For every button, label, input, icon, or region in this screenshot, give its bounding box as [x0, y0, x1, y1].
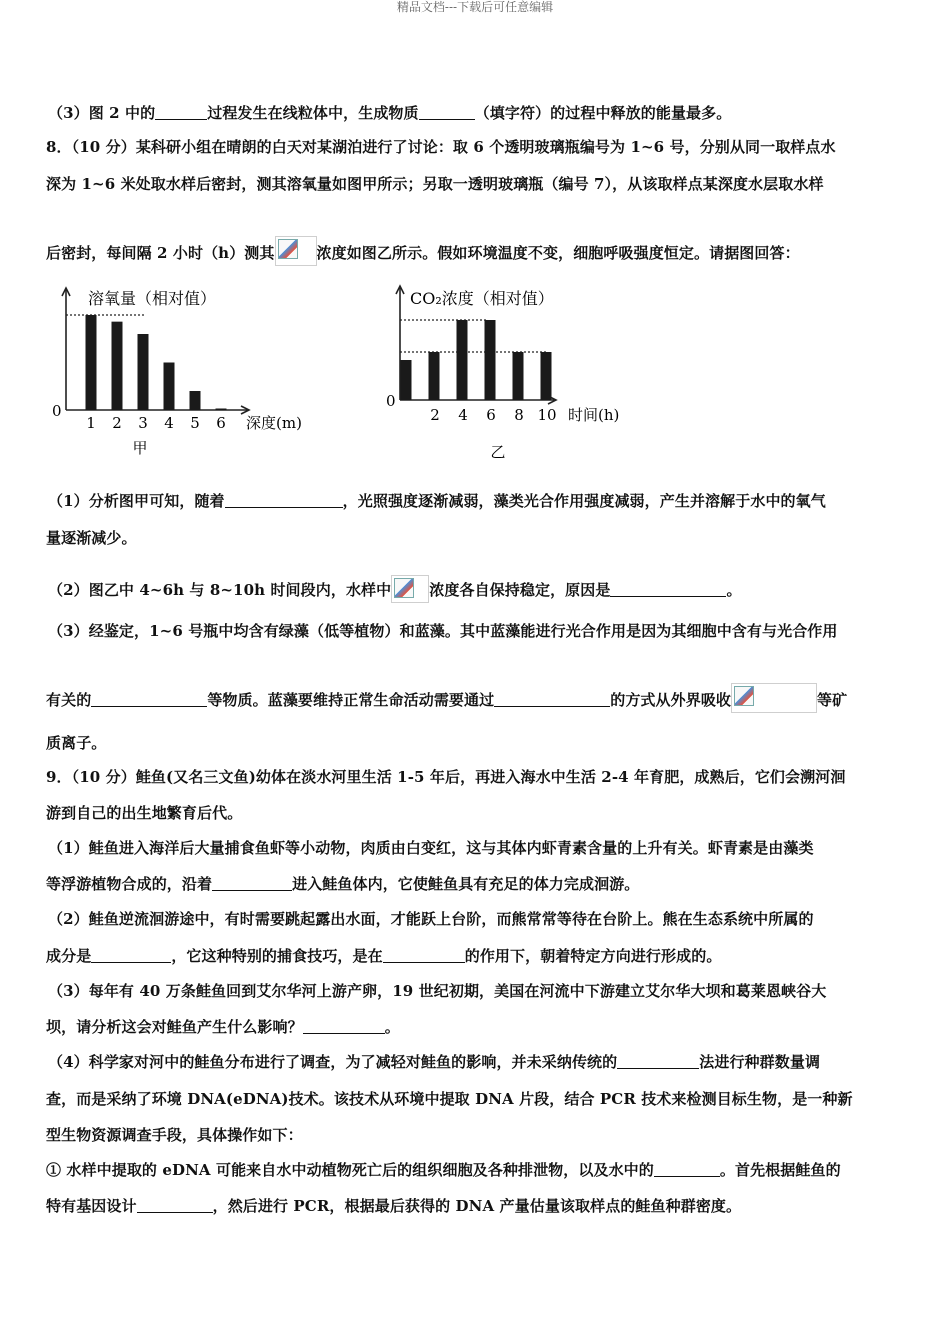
bar	[401, 360, 412, 400]
answer-blank[interactable]	[617, 1054, 699, 1069]
answer-blank[interactable]	[610, 582, 726, 597]
q9-part5-line1	[46, 1160, 841, 1180]
text-run: （2）图乙中 4~6h 与 8~10h 时间段内，水样中	[48, 581, 392, 599]
bar	[541, 352, 552, 400]
text-run: 成分是	[46, 947, 92, 965]
text-run: 浓度各自保持稳定，原因是	[429, 581, 611, 599]
answer-blank[interactable]	[383, 948, 465, 963]
text-run: 。	[384, 1018, 400, 1036]
x-tick-label: 6	[216, 414, 226, 432]
q8-part3-line1: （3）经鉴定，1~6 号瓶中均含有绿藻（低等植物）和蓝藻。其中蓝藻能进行光合作用是因为其细胞中含有与光合作用	[48, 622, 838, 640]
q8-part2	[48, 575, 742, 603]
text-run: 。	[726, 581, 742, 599]
text-run: 特有基因设计	[46, 1197, 137, 1215]
x-tick-label: 6	[486, 406, 496, 424]
q9-part4-line1	[48, 1052, 820, 1072]
answer-blank[interactable]	[91, 692, 207, 707]
text-run: （填字符）的过程中释放的能量最多。	[474, 104, 732, 122]
q8-intro-line3	[46, 236, 800, 266]
text-run: ，光照强度逐渐减弱，藻类光合作用强度减弱，产生并溶解于水中的氧气	[342, 492, 826, 510]
text-run: 浓度如图乙所示。假如环境温度不变，细胞呼吸强度恒定。请据图回答：	[316, 244, 800, 262]
text-run: 法进行种群数量调	[699, 1053, 821, 1071]
chart-caption: 甲	[132, 439, 148, 457]
bar	[216, 409, 227, 411]
x-tick-label: 2	[430, 406, 440, 424]
text-run: 坝，请分析这会对鲑鱼产生什么影响？	[46, 1018, 303, 1036]
text-run: 。首先根据鲑鱼的	[719, 1161, 841, 1179]
text-run: ，它这种特别的捕食技巧，是在	[171, 947, 383, 965]
bar	[112, 322, 123, 410]
x-axis-label: 时间(h)	[568, 406, 620, 424]
q8-part1-line1	[48, 491, 826, 511]
text-run: （1）分析图甲可知，随着	[48, 492, 225, 510]
q8-part3-line2	[46, 683, 847, 713]
text-run: 等物质。蓝藻要维持正常生命活动需要通过	[207, 691, 495, 709]
text-run: 等浮游植物合成的，沿着	[46, 875, 213, 893]
bar	[485, 320, 496, 400]
x-tick-label: 8	[514, 406, 524, 424]
x-tick-label: 5	[190, 414, 200, 432]
q9-intro-line1: 9．（10 分）鲑鱼(又名三文鱼)幼体在淡水河里生活 1-5 年后，再进入海水中生活 2-4 年育肥，成熟后，它们会溯河洄	[46, 768, 846, 786]
q9-part1-line1: （1）鲑鱼进入海洋后大量捕食鱼虾等小动物，肉质由白变红，这与其体内虾青素含量的上升有关。虾青素是由藻类	[48, 839, 814, 857]
q8-part1-line2: 量逐渐减少。	[46, 529, 137, 547]
bar	[190, 391, 201, 410]
q9-part5-line2	[46, 1196, 741, 1216]
text-run: 过程发生在线粒体中，生成物质	[207, 104, 419, 122]
q9-intro-line2: 游到自己的出生地繁育后代。	[46, 804, 243, 822]
q8-part3-line3: 质离子。	[46, 734, 107, 752]
q9-part4-line2: 查，而是采纳了环境 DNA(eDNA)技术。该技术从环境中提取 DNA 片段，结合 PCR 技术来检测目标生物，是一种新	[46, 1090, 853, 1108]
broken-image-icon	[391, 575, 429, 603]
answer-blank[interactable]	[494, 692, 610, 707]
answer-blank[interactable]	[137, 1198, 213, 1213]
text-run: 等矿	[817, 691, 848, 709]
text-run: ① 水样中提取的 eDNA 可能来自水中动植物死亡后的组织细胞及各种排泄物，以及水中的	[46, 1161, 654, 1179]
x-tick-label: 4	[164, 414, 174, 432]
x-tick-label: 10	[537, 406, 557, 424]
answer-blank[interactable]	[91, 948, 171, 963]
text-run: 后密封，每间隔 2 小时（h）测其	[46, 244, 275, 262]
q9-part3-line1: （3）每年有 40 万条鲑鱼回到艾尔华河上游产卵，19 世纪初期，美国在河流中下游建立艾尔华大坝和葛莱恩峡谷大	[48, 982, 827, 1000]
chart-caption: 乙	[490, 443, 506, 461]
text-run: （3）图 2 中的	[48, 104, 156, 122]
answer-blank[interactable]	[225, 493, 343, 508]
page-header: 精品文档---下载后可任意编辑	[396, 0, 554, 14]
x-tick-label: 1	[86, 414, 96, 432]
answer-blank[interactable]	[654, 1162, 720, 1177]
broken-image-icon	[731, 683, 817, 713]
text-run: 的方式从外界吸收	[610, 691, 732, 709]
q9-part2-line2	[46, 946, 721, 966]
chart-dissolved-oxygen	[44, 282, 344, 462]
bar	[429, 352, 440, 400]
q8-intro-line2: 深为 1~6 米处取水样后密封，测其溶氧量如图甲所示；另取一透明玻璃瓶（编号 7），从该取样点某深度水层取水样	[46, 175, 824, 193]
x-axis-label: 深度(m)	[246, 414, 302, 432]
chart-title: CO₂浓度（相对值）	[410, 289, 554, 308]
bar	[138, 334, 149, 410]
bar	[86, 315, 97, 410]
x-tick-label: 2	[112, 414, 122, 432]
text-run: ，然后进行 PCR，根据最后获得的 DNA 产量估量该取样点的鲑鱼种群密度。	[212, 1197, 742, 1215]
chart-co2-concentration	[378, 282, 648, 462]
text-run: （4）科学家对河中的鲑鱼分布进行了调查，为了减轻对鲑鱼的影响，并未采纳传统的	[48, 1053, 618, 1071]
answer-blank[interactable]	[303, 1019, 385, 1034]
origin-label: 0	[52, 402, 62, 420]
q9-part3-line2	[46, 1017, 400, 1037]
q9-part1-line2	[46, 874, 639, 894]
answer-blank[interactable]	[419, 105, 475, 120]
bar	[457, 320, 468, 400]
origin-label: 0	[386, 392, 396, 410]
chart-title: 溶氧量（相对值）	[88, 289, 217, 308]
x-tick-label: 3	[138, 414, 148, 432]
text-run: 进入鲑鱼体内，它使鲑鱼具有充足的体力完成洄游。	[292, 875, 640, 893]
bar	[513, 352, 524, 400]
bar	[164, 363, 175, 411]
text-run: 有关的	[46, 691, 92, 709]
text-run: 的作用下，朝着特定方向进行形成的。	[464, 947, 722, 965]
answer-blank[interactable]	[212, 876, 292, 891]
x-tick-label: 4	[458, 406, 468, 424]
q9-part2-line1: （2）鲑鱼逆流洄游途中，有时需要跳起露出水面，才能跃上台阶，而熊常常等待在台阶上。熊在生态系统中所属的	[48, 910, 814, 928]
q9-part4-line3: 型生物资源调查手段，具体操作如下：	[46, 1126, 303, 1144]
answer-blank[interactable]	[155, 105, 207, 120]
q8-intro-line1: 8．（10 分）某科研小组在晴朗的白天对某湖泊进行了讨论：取 6 个透明玻璃瓶编号为 1~6 号，分别从同一取样点水	[46, 138, 836, 156]
broken-image-icon	[275, 236, 317, 266]
q7-part3	[48, 103, 731, 123]
